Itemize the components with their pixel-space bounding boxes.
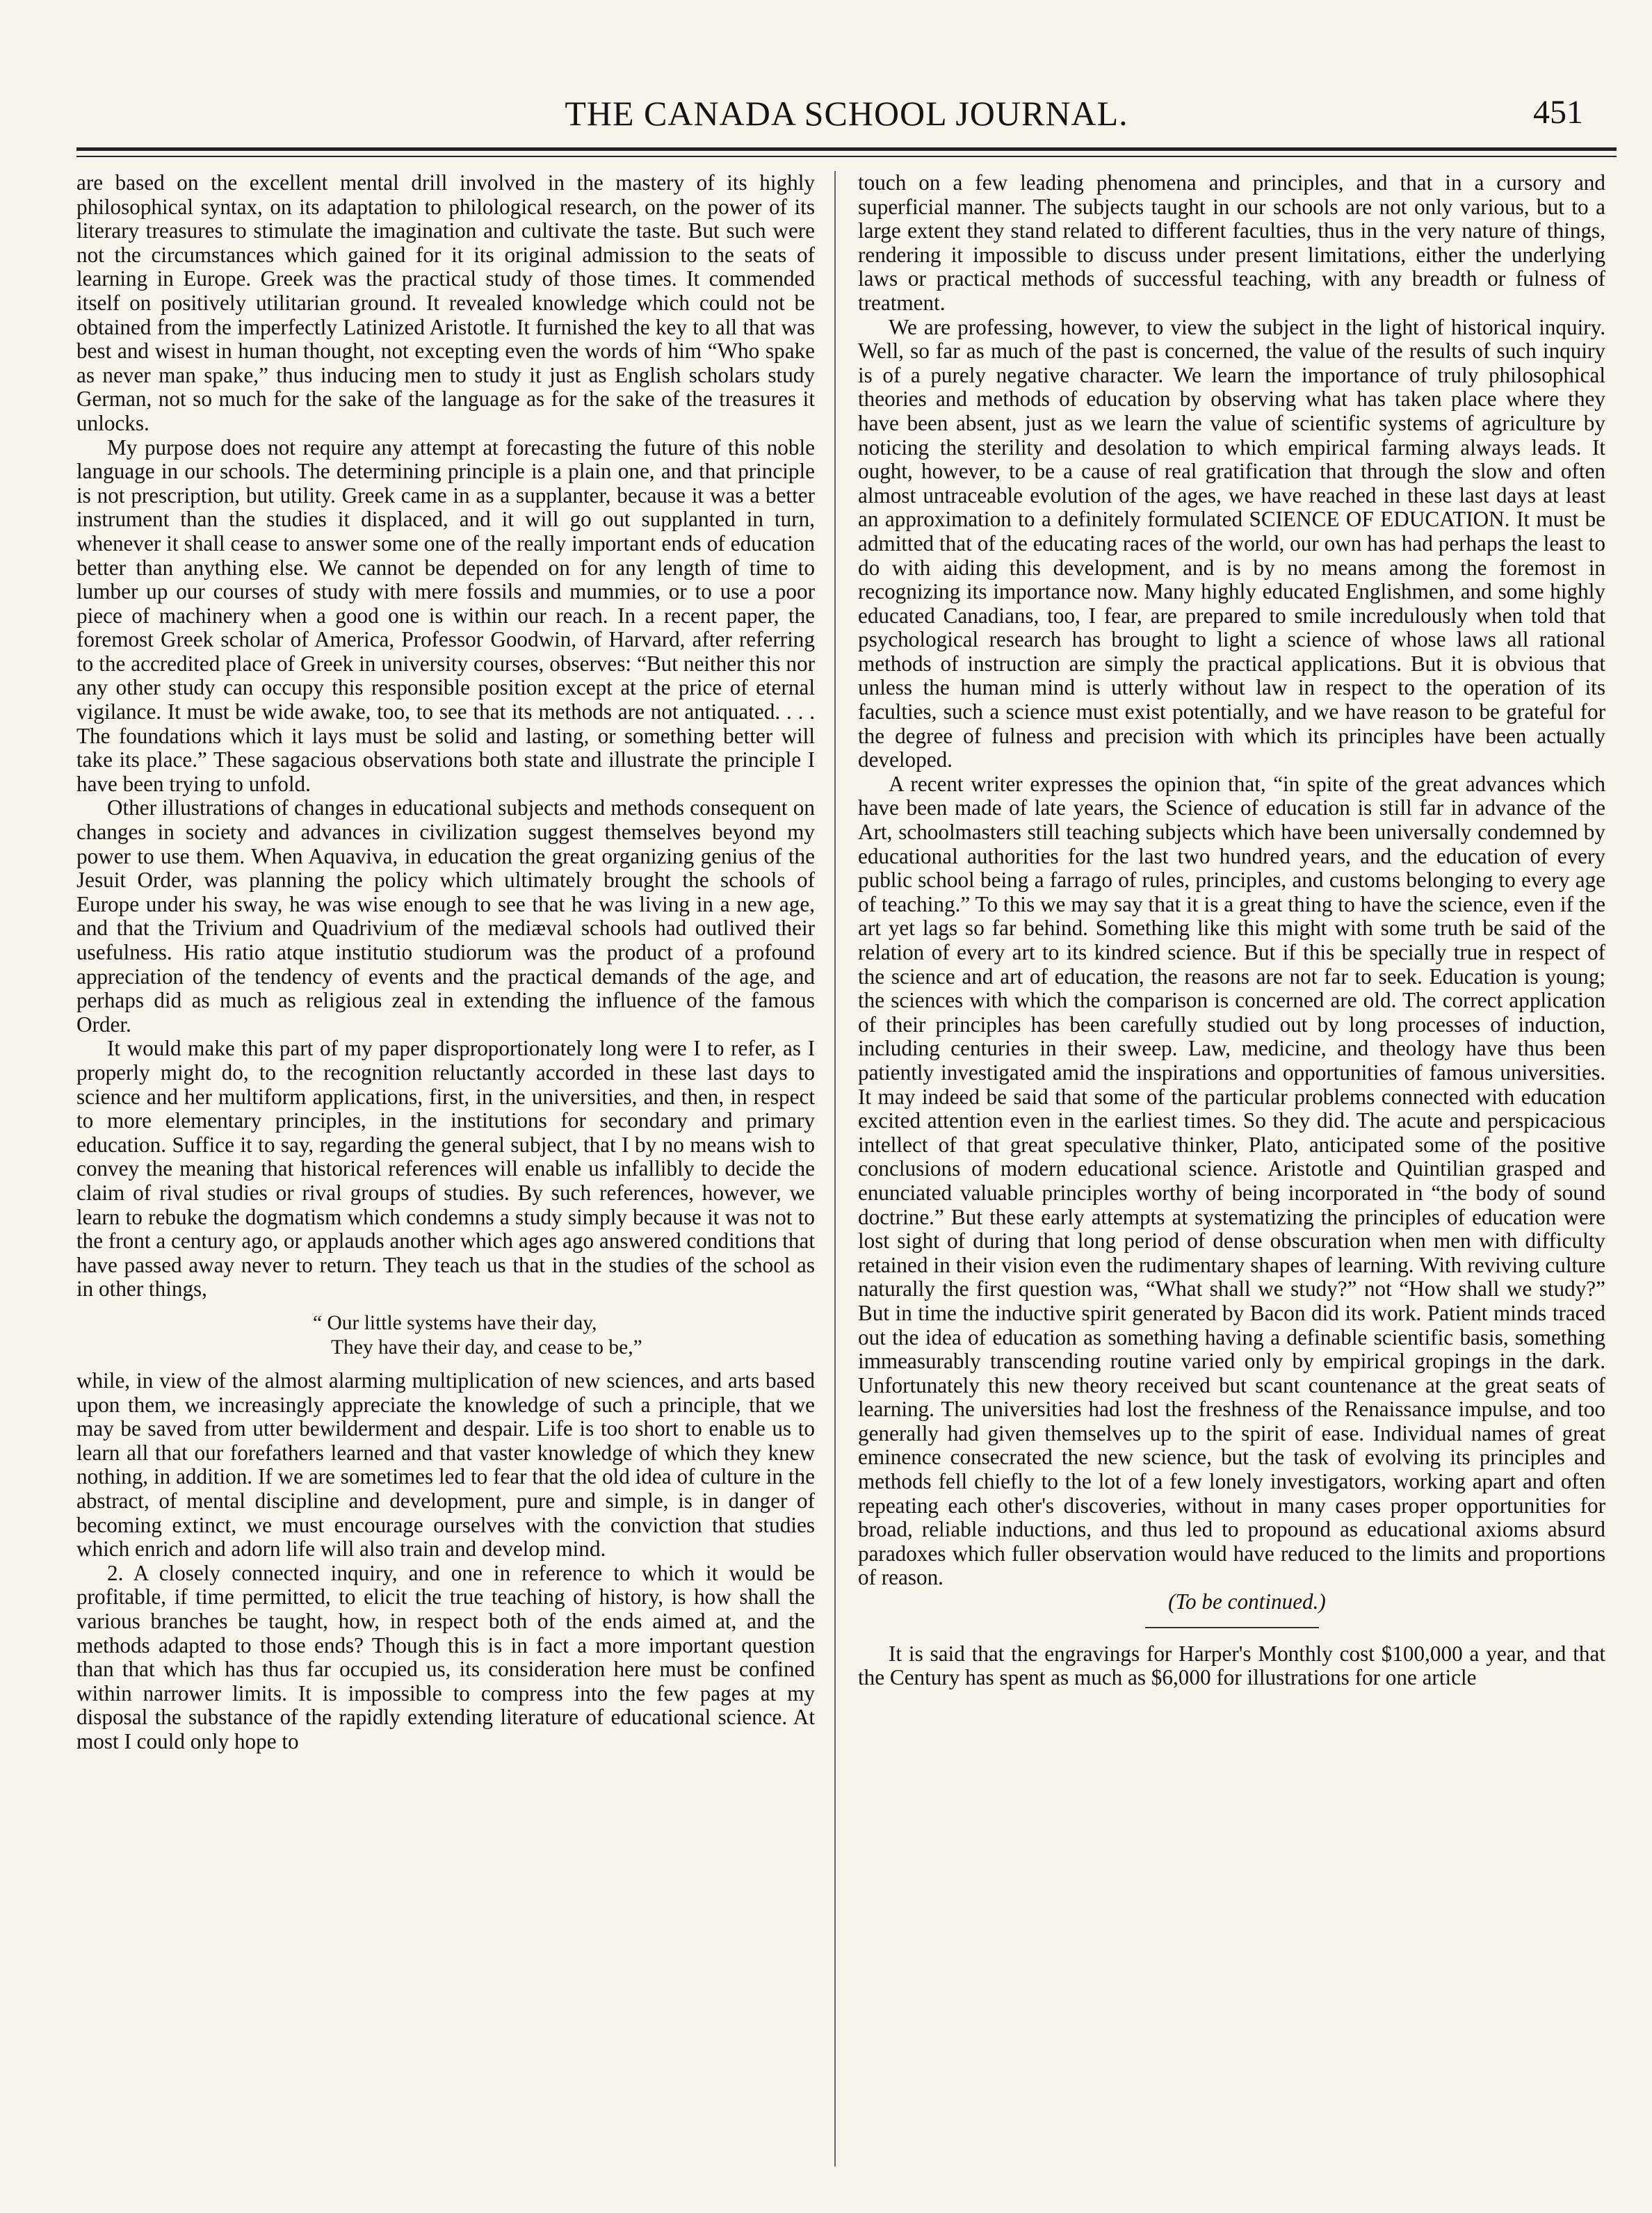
right-column [858, 171, 1605, 2166]
paragraph: touch on a few leading phenomena and principles, and that in a cursory and superficial manner. The subjects taught in our schools are not only various, but to a large extent they stand related to different faculties, thus in the very nature of things, rendering it impossible to discuss under present limitations, either the underlying laws or practical methods of successful teaching, with any breadth or fulness of treatment. [858, 171, 1605, 315]
paragraph: We are professing, however, to view the subject in the light of historical inquiry. Well, so far as much of the past is concerned, the value of the results of such inquiry is of a purely negative character. We learn the importance of truly philosophical theories and methods of education by observing what has taken place where they have been absent, just as we learn the value of scientific systems of agriculture by noticing the sterility and desolation to which empirical farming always leads. It ought, however, to be a cause of real gratification that through the slow and often almost untraceable evolution of the ages, we have reached in these last days at least an approximation to a definitely formulated SCIENCE OF EDUCATION. It must be admitted that of the educating races of the world, our own has had perhaps the least to do with aiding this development, and is by no means among the foremost in recognizing its importance now. Many highly educated Englishmen, and some highly educated Canadians, too, I fear, are prepared to smile incredulously when told that psychological research has brought to light a science of whose laws all rational methods of instruction are simply the practical applications. But it is obvious that unless the human mind is utterly without law in respect to the operation of its faculties, such a science must exist potentially, and we have reason to be grateful for the degree of fulness and precision with which its principles have been actually developed. [858, 314, 1605, 772]
paragraph: 2. A closely connected inquiry, and one in reference to which it would be profitable, if time permitted, to elicit the true teaching of history, is how shall the various branches be taught, how, in respect both of the ends aimed at, and the methods adapted to those ends? Though this is in fact a more important question than that which has thus far occupied us, its consideration here must be confined within narrower limits. It is impossible to compress into the few pages at my disposal the substance of the rapidly extending literature of educational science. At most I could only hope to [76, 1560, 815, 1753]
page-number: 451 [1533, 94, 1583, 131]
left-column [76, 171, 815, 2166]
quote-line: They have their day, and cease to be,” [331, 1336, 642, 1359]
continued-note: (To be continued.) [1168, 1589, 1326, 1614]
journal-title: THE CANADA SCHOOL JOURNAL. [565, 94, 1128, 133]
column-divider [834, 171, 836, 2166]
verse-quote [76, 1311, 815, 1359]
paragraph: A recent writer expresses the opinion that, “in spite of the great advances which have been made of late years, the Science of education is still far in advance of the Art, schoolmasters still teaching subjects which have been universally condemned by educational authorities for the last two hundred years, and the education of every public school being a farrago of rules, principles, and customs belonging to every age of teaching.” To this we may say that it is a great thing to have the science, even if the art yet lags so far behind. Something like this might with some truth be said of the relation of every art to its kindred science. But if this be specially true in respect of the science and art of education, the reasons are not far to seek. Education is young; the sciences with which the comparison is concerned are old. The correct application of their principles has been carefully studied out by long processes of induction, including centuries in their sweep. Law, medicine, and theology have thus been patiently investigated amid the inspirations and opportunities of famous universities. It may indeed be said that some of the particular problems connected with education excited attention even in the earliest times. So they did. The acute and perspicacious intellect of that great speculative thinker, Plato, anticipated some of the positive conclusions of modern educational science. Aristotle and Quintilian grasped and enunciated valuable principles worthy of being incorporated in “the body of sound doctrine.” But these early attempts at systematizing the principles of education were lost sight of during that long period of dense obscuration when men with difficulty retained in their vision even the rudimentary shapes of learning. With reviving culture naturally the first question was, “What shall we study?” not “How shall we study?” But in time the inductive spirit generated by Bacon did its work. Patient minds traced out the idea of education as something having a definable scientific basis, something immeasurably transcending routine varied only by empirical gropings in the dark. Unfortunately this new theory received but scant countenance at the great seats of learning. The universities had lost the freshness of the Renaissance impulse, and too generally had given themselves up to the spirit of ease. Individual names of great eminence consecrated the new science, but the task of evolving its principles and methods fell chiefly to the lot of a few lonely investigators, working apart and often repeating each other's discoveries, without in many cases proper opportunities for broad, reliable inductions, and thus led to propound as educational axioms absurd paradoxes which fuller observation would have reduced to the limits and proportions of reason. [858, 771, 1605, 1590]
paragraph: It would make this part of my paper disproportionately long were I to refer, as I properly might do, to the recognition reluctantly accorded in these last days to science and her multiform applications, first, in the universities, and then, in respect to more elementary principles, in the institutions for secondary and primary education. Suffice it to say, regarding the general subject, that I by no means wish to convey the meaning that historical references will enable us infallibly to decide the claim of rival studies or rival groups of studies. By such references, however, we learn to rebuke the dogmatism which condemns a study simply because it was not to the front a century ago, or applauds another which ages ago answered conditions that have passed away never to return. They teach us that in the studies of the school as in other things, [76, 1036, 815, 1302]
page-header [76, 85, 1617, 140]
paragraph: are based on the excellent mental drill involved in the mastery of its highly philosophical syntax, on its adaptation to philological research, on the power of its literary treasures to stimulate the imagination and cultivate the taste. But such were not the circumstances which gained for it its original admission to the seats of learning in Europe. Greek was the practical study of those times. It commended itself on positively utilitarian ground. It revealed knowledge which could not be obtained from the imperfectly Latinized Aristotle. It furnished the key to all that was best and wisest in human thought, not excepting even the words of him “Who spake as never man spake,” thus inducing men to study it just as English scholars study German, not so much for the sake of the language as for the sake of the treasures it unlocks. [76, 171, 815, 435]
paragraph: while, in view of the almost alarming multiplication of new sciences, and arts based upon them, we increasingly appreciate the knowledge of such a principle, that we may be saved from utter bewilderment and despair. Life is too short to enable us to learn all that our forefathers learned and that vaster knowledge of which they knew nothing, in addition. If we are sometimes led to fear that the old idea of culture in the abstract, of mental discipline and development, pure and simple, is in danger of becoming extinct, we must encourage ourselves with the conviction that studies which enrich and adorn life will also train and develop mind. [76, 1368, 815, 1562]
quote-line: “ Our little systems have their day, [313, 1311, 597, 1334]
paragraph: It is said that the engravings for Harper's Monthly cost $100,000 a year, and that the Century has spent as much as $6,000 for illustrations for one article [858, 1641, 1605, 1690]
section-separator [1145, 1627, 1319, 1628]
paragraph: My purpose does not require any attempt at forecasting the future of this noble language in our schools. The determining principle is a plain one, and that principle is not prescription, but utility. Greek came in as a supplanter, because it was a better instrument than the studies it displaced, and it will go out supplanted in turn, whenever it shall cease to answer some one of the really important ends of education better than anything else. We cannot be depended on for any length of time to lumber up our courses of study with mere fossils and mummies, or to use a poor piece of machinery when a good one is within our reach. In a recent paper, the foremost Greek scholar of America, Professor Goodwin, of Harvard, after referring to the accredited place of Greek in university courses, observes: “But neither this nor any other study can occupy this responsible position except at the price of eternal vigilance. It must be wide awake, too, to see that its methods are not antiquated. . . . The foundations which it lays must be solid and lasting, or something better will take its place.” These sagacious observations both state and illustrate the principle I have been trying to unfold. [76, 435, 815, 796]
header-rule-thin [76, 156, 1617, 157]
header-rule-thick [76, 147, 1617, 151]
paragraph: Other illustrations of changes in educational subjects and methods consequent on changes in society and advances in civilization suggest themselves beyond my power to use them. When Aquaviva, in education the great organizing genius of the Jesuit Order, was planning the policy which ultimately brought the schools of Europe under his sway, he was wise enough to see that he was living in a new age, and that the Trivium and Quadrivium of the mediæval schools had outlived their usefulness. His ratio atque institutio studiorum was the product of a profound appreciation of the tendency of events and the practical demands of the age, and perhaps did as much as religious zeal in extending the influence of the famous Order. [76, 795, 815, 1037]
